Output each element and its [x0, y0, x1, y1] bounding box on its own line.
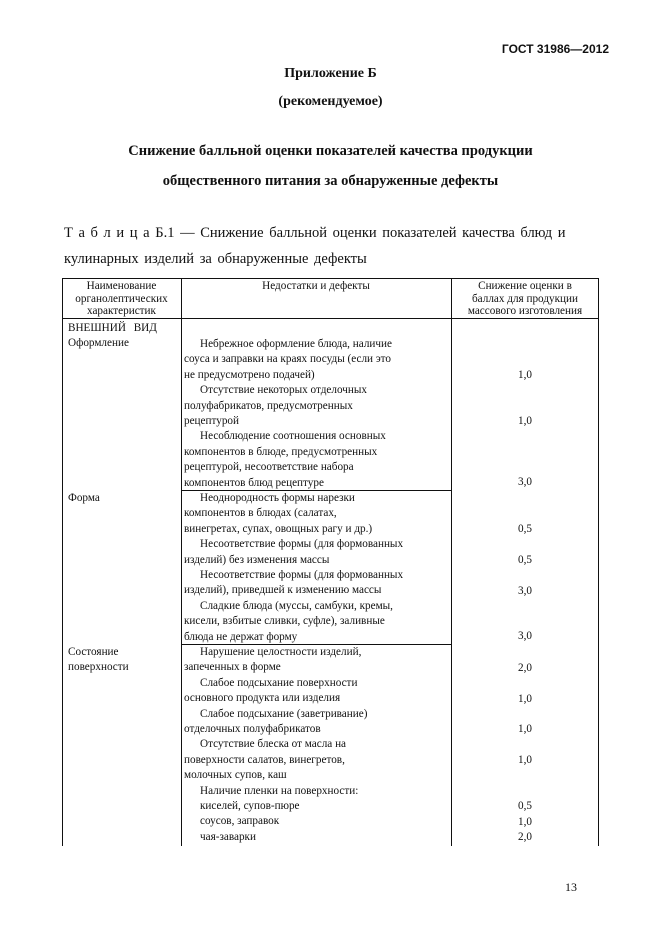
defect-line: компонентов в блюдах (салатах,: [184, 507, 337, 520]
group-name-surface-line: Состояние: [68, 646, 119, 658]
defect-line: изделий), приведшей к изменению массы: [184, 584, 382, 597]
score-value: 0,5: [518, 554, 532, 566]
defect-line: основного продукта или изделия: [184, 692, 341, 705]
defect-line: кисели, взбитые сливки, суфле), заливные: [184, 615, 385, 628]
defect-line: Наличие пленки на поверхности:: [200, 784, 359, 797]
defect-line: запеченных в форме: [184, 661, 281, 674]
score-value: 1,0: [518, 369, 532, 381]
section-title: ВНЕШНИЙ ВИД: [68, 322, 157, 334]
defect-line: винегретах, супах, овощных рагу и др.): [184, 522, 373, 535]
score-value: 0,5: [518, 800, 532, 812]
defect-line: блюда не держат форму: [184, 630, 298, 643]
defect-description: [184, 337, 392, 491]
defect-line: киселей, супов-пюре: [200, 800, 300, 813]
defect-line: молочных супов, каш: [184, 769, 287, 782]
group-name-form: Форма: [68, 492, 100, 504]
defect-line: Отсутствие блеска от масла на: [200, 738, 347, 751]
defect-line: изделий) без изменения массы: [184, 553, 330, 566]
header-col-defects: [181, 280, 451, 293]
table-caption-line-1: Т а б л и ц а Б.1 — Снижение балльной оценки показателей качества блюд и: [64, 225, 566, 241]
defect-line: Несоответствие формы (для формованных: [200, 538, 404, 551]
score-value: 1,0: [518, 723, 532, 735]
header-col3-line: Снижение оценки в: [478, 280, 572, 292]
defects-table: [62, 278, 599, 846]
defect-line: рецептурой: [184, 415, 240, 428]
defect-description: [184, 491, 403, 645]
score-value: 1,0: [518, 415, 532, 427]
defect-line: Несоответствие формы (для формованных: [200, 569, 404, 582]
score-value: 1,0: [518, 754, 532, 766]
table-caption-line-2: кулинарных изделий за обнаруженные дефекты: [64, 251, 367, 267]
score-value: 2,0: [518, 831, 532, 843]
annex-status: (рекомендуемое): [278, 94, 383, 109]
group-name-surface-line: поверхности: [68, 661, 129, 674]
defect-line: чая-заварки: [200, 830, 256, 843]
header-col-score: [451, 280, 599, 318]
header-col1-line: характеристик: [87, 305, 156, 318]
table-top-border: [62, 278, 599, 279]
defect-line: Неоднородность формы нарезки: [200, 492, 355, 504]
score-value: 0,5: [518, 523, 532, 535]
score-value: 2,0: [518, 662, 532, 674]
defect-line: соусов, заправок: [200, 815, 280, 828]
defect-line: компонентов блюд рецептуре: [184, 476, 324, 489]
header-col1-line: органолептических: [75, 292, 168, 305]
header-col3-line: баллах для продукции: [471, 292, 579, 305]
defect-line: поверхности салатов, винегретов,: [184, 753, 345, 766]
group-name-surface: [68, 645, 129, 676]
header-col-characteristic: [62, 280, 181, 318]
column-divider-1: [181, 278, 182, 846]
defect-line: Слабое подсыхание (заветривание): [200, 707, 368, 720]
heading-line-2: общественного питания за обнаруженные дефекты: [162, 173, 499, 189]
defect-line: полуфабрикатов, предусмотренных: [184, 399, 353, 412]
score-value: 3,0: [518, 630, 532, 642]
header-col3-line: массового изготовления: [467, 305, 583, 318]
score-value: 3,0: [518, 585, 532, 597]
heading-line-1: Снижение балльной оценки показателей качества продукции: [128, 143, 533, 159]
defect-line: Несоблюдение соотношения основных: [200, 430, 386, 443]
table-left-border: [62, 278, 63, 846]
defect-line: отделочных полуфабрикатов: [184, 723, 321, 736]
annex-title: Приложение Б: [284, 66, 377, 81]
header-bottom-border: [62, 318, 599, 319]
score-value: 3,0: [518, 476, 532, 488]
defect-line: компонентов в блюде, предусмотренных: [184, 445, 378, 458]
defect-line: Нарушение целостности изделий,: [200, 646, 362, 658]
defect-line: соуса и заправки на краях посуды (если это: [184, 353, 391, 366]
defect-line: Сладкие блюда (муссы, самбуки, кремы,: [200, 599, 393, 612]
defect-line: Отсутствие некоторых отделочных: [200, 384, 367, 397]
defect-description: [184, 645, 367, 845]
header-col1-line: Наименование: [86, 280, 157, 292]
defect-line: рецептурой, несоответствие набора: [184, 461, 354, 474]
defect-line: Небрежное оформление блюда, наличие: [200, 338, 392, 350]
defect-line: не предусмотрено подачей): [184, 368, 315, 381]
group-name-decoration: Оформление: [68, 337, 129, 349]
standard-number: ГОСТ 31986—2012: [501, 42, 609, 56]
score-value: 1,0: [518, 816, 532, 828]
defect-line: Слабое подсыхание поверхности: [200, 676, 358, 689]
score-value: 1,0: [518, 693, 532, 705]
header-col2-line: Недостатки и дефекты: [262, 280, 370, 292]
page-number: 13: [565, 880, 577, 894]
